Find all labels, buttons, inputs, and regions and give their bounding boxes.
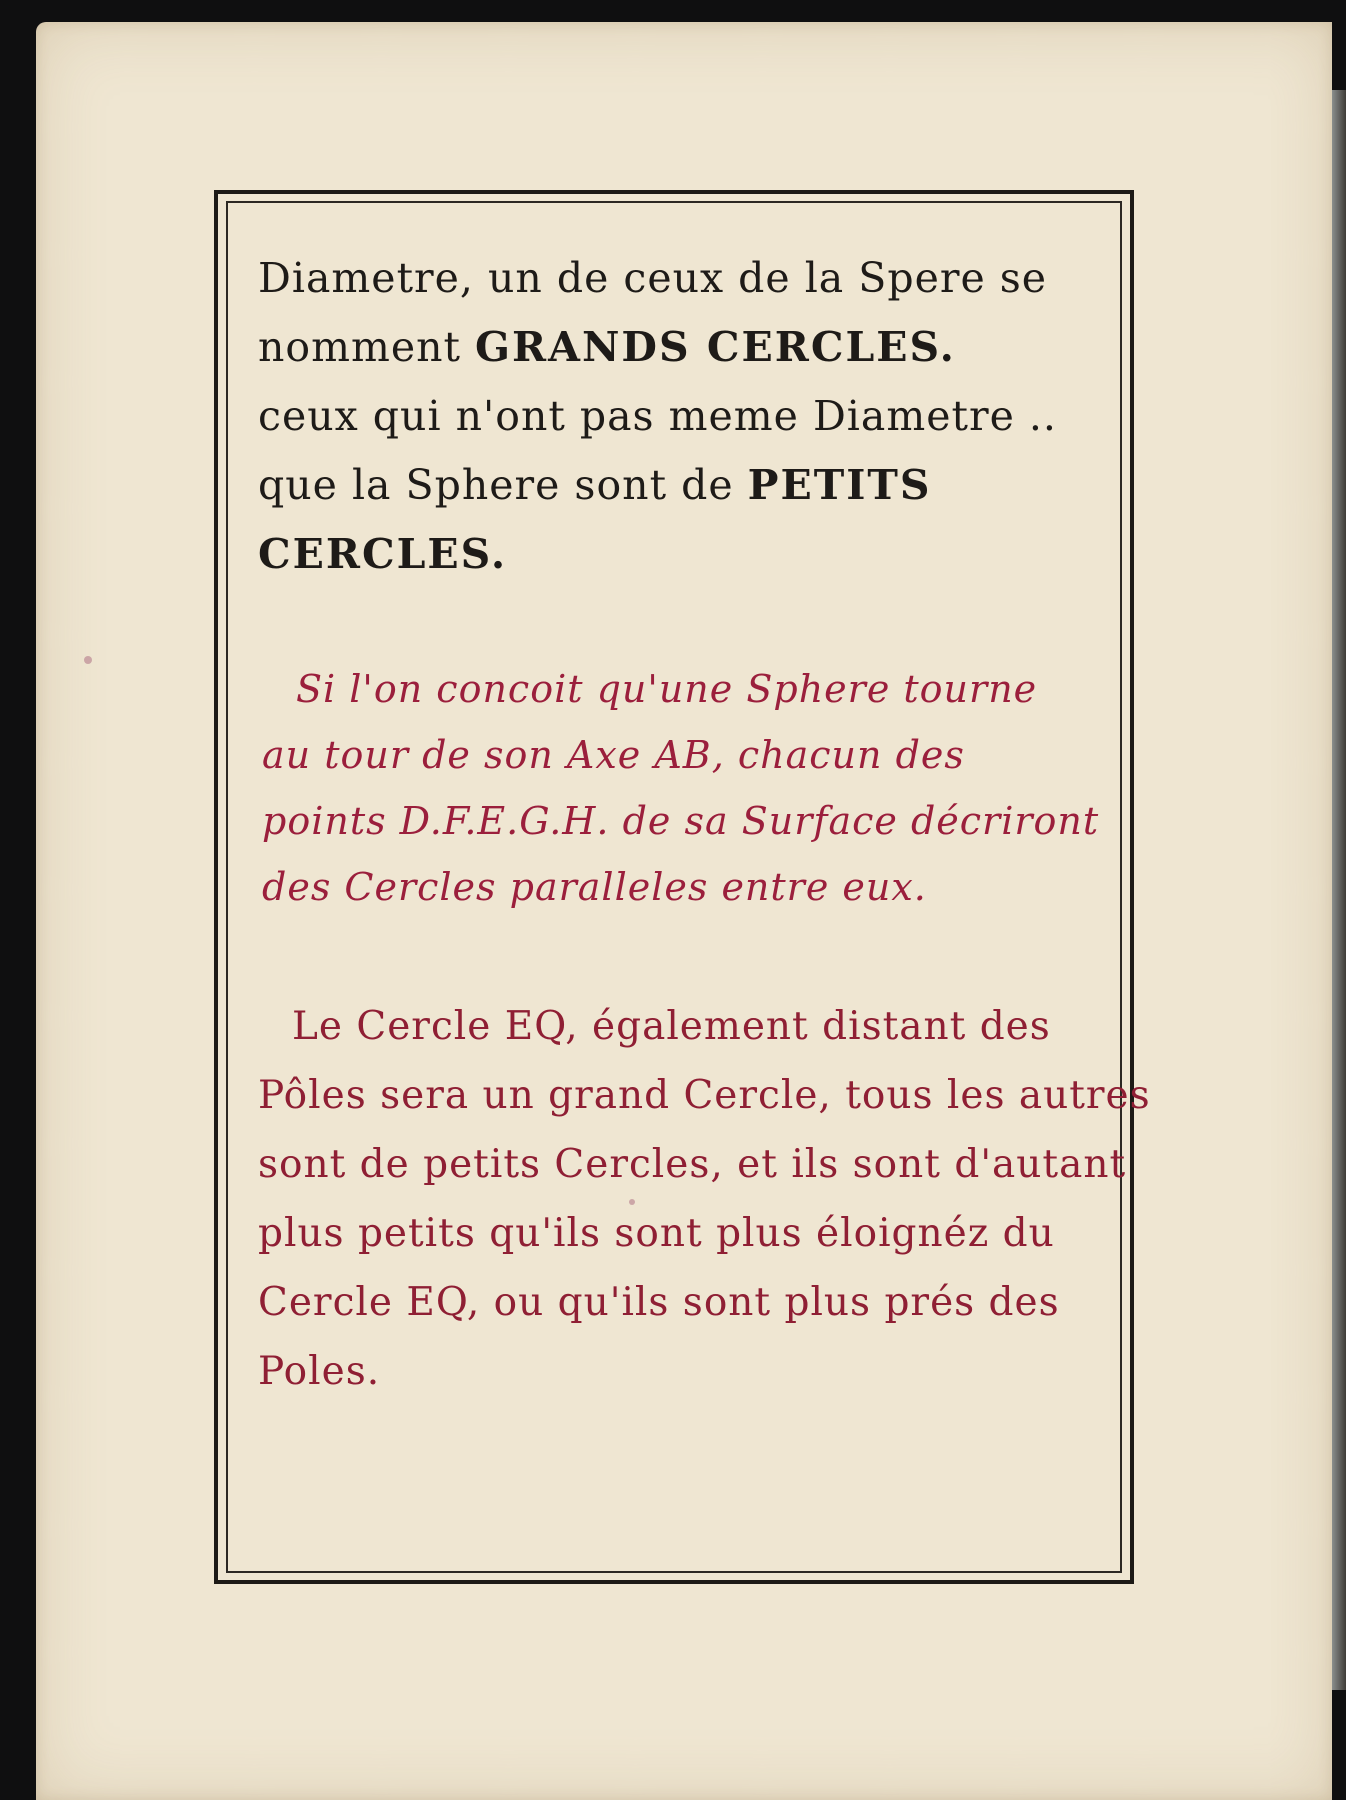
p3-line-1: Le Cercle EQ, également distant des bbox=[292, 1004, 1051, 1049]
p3-line-2: Pôles sera un grand Cercle, tous les autres bbox=[258, 1073, 1151, 1118]
p2-line-4: des Cercles paralleles entre eux. bbox=[262, 865, 927, 909]
p2-line-3: points D.F.E.G.H. de sa Surface décriront bbox=[262, 799, 1100, 843]
ink-spot bbox=[84, 656, 92, 664]
p1-line-2-prefix: nomment bbox=[258, 323, 461, 371]
p2-line-1: Si l'on concoit qu'une Sphere tourne bbox=[296, 667, 1038, 711]
p1-line-4 bbox=[258, 451, 1118, 520]
p1-line-2 bbox=[258, 313, 1118, 382]
petits-heading: PETITS bbox=[747, 461, 932, 509]
red-paragraph bbox=[258, 992, 1151, 1406]
p1-line-4-prefix: que la Sphere sont de bbox=[258, 461, 734, 509]
cercles-heading: CERCLES. bbox=[258, 530, 508, 578]
p1-line-3: ceux qui n'ont pas meme Diametre .. bbox=[258, 392, 1057, 440]
red-italic-paragraph bbox=[262, 656, 1112, 920]
p1-line-1: Diametre, un de ceux de la Spere se bbox=[258, 254, 1048, 302]
p3-line-3: sont de petits Cercles, et ils sont d'autant bbox=[258, 1142, 1127, 1187]
p3-line-5: Cercle EQ, ou qu'ils sont plus prés des bbox=[258, 1280, 1060, 1325]
p3-line-4: plus petits qu'ils sont plus éloignéz du bbox=[258, 1211, 1055, 1256]
p2-line-2: au tour de son Axe AB, chacun des bbox=[262, 733, 965, 777]
black-paragraph bbox=[258, 244, 1118, 589]
p3-line-6: Poles. bbox=[258, 1349, 381, 1394]
grands-cercles-heading: GRANDS CERCLES. bbox=[475, 323, 956, 371]
